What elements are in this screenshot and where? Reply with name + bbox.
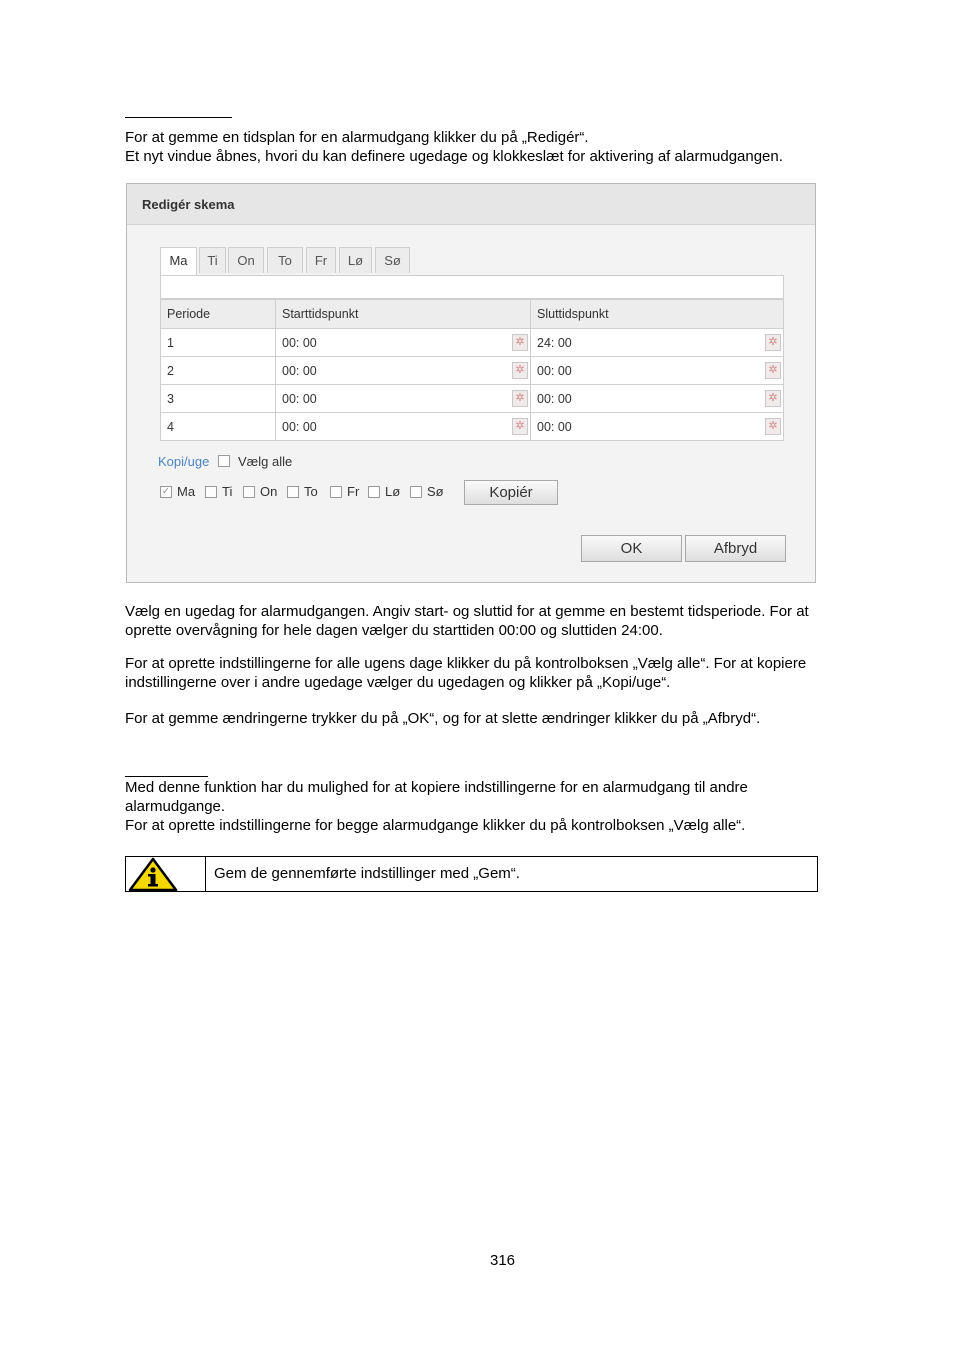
- table-row: [161, 413, 784, 441]
- paragraph-4-line-1: Med denne funktion har du mulighed for at kopiere indstillingerne for en alarmudgang til andre: [125, 779, 748, 796]
- tab-ma[interactable]: Ma: [160, 247, 197, 275]
- edit-schedule-dialog: [126, 183, 816, 583]
- end-time-cell[interactable]: [531, 385, 784, 413]
- end-time-value: 00: 00: [537, 363, 572, 378]
- copy-day-fr-label: Fr: [347, 484, 360, 499]
- period-cell: 1: [161, 329, 276, 357]
- col-periode: Periode: [161, 300, 276, 329]
- copy-day-ti-label: Ti: [222, 484, 233, 499]
- section-rule-2: [125, 776, 208, 777]
- start-time-value: 00: 00: [282, 335, 317, 350]
- clock-picker-icon[interactable]: ✲: [765, 418, 781, 435]
- paragraph-4: [125, 778, 865, 835]
- copy-day-lo-checkbox[interactable]: [368, 486, 380, 498]
- copy-week-link[interactable]: Kopi/uge: [158, 454, 210, 469]
- copy-day-on-label: On: [260, 484, 278, 499]
- col-sluttidspunkt: Sluttidspunkt: [531, 300, 784, 329]
- copy-button[interactable]: Kopiér: [464, 480, 558, 505]
- period-cell: 4: [161, 413, 276, 441]
- copy-day-to-label: To: [304, 484, 318, 499]
- start-time-cell[interactable]: [276, 413, 531, 441]
- copy-day-so-label: Sø: [427, 484, 444, 499]
- tab-lo[interactable]: Lø: [339, 247, 372, 273]
- end-time-value: 00: 00: [537, 391, 572, 406]
- paragraph-1-line-1: Vælg en ugedag for alarmudgangen. Angiv start- og sluttid for at gemme en bestemt tidsperiode. For at: [125, 603, 809, 620]
- end-time-cell[interactable]: [531, 329, 784, 357]
- paragraph-1-line-2: oprette overvågning for hele dagen vælger du starttiden 00:00 og sluttiden 24:00.: [125, 622, 663, 639]
- paragraph-2-line-2: indstillingerne over i andre ugedage vælger du ugedagen og klikker på „Kopi/uge“.: [125, 674, 671, 691]
- end-time-value: 24: 00: [537, 335, 572, 350]
- start-time-cell[interactable]: [276, 357, 531, 385]
- copy-day-ti-checkbox[interactable]: [205, 486, 217, 498]
- paragraph-3: [125, 709, 865, 728]
- notice-text: Gem de gennemførte indstillinger med „Gem“.: [214, 865, 520, 882]
- notice-icon-cell: [126, 857, 206, 891]
- cancel-button[interactable]: Afbryd: [685, 535, 786, 562]
- start-time-cell[interactable]: [276, 385, 531, 413]
- copy-day-lo-label: Lø: [385, 484, 401, 499]
- schedule-table: [160, 299, 784, 441]
- table-header-row: [161, 300, 784, 329]
- start-time-value: 00: 00: [282, 363, 317, 378]
- copy-day-ma-checkbox[interactable]: ✓: [161, 486, 171, 497]
- start-time-value: 00: 00: [282, 419, 317, 434]
- copy-day-ma-label: Ma: [177, 484, 196, 499]
- period-cell: 3: [161, 385, 276, 413]
- paragraph-2: [125, 654, 865, 692]
- section-rule-1: [125, 117, 232, 118]
- end-time-value: 00: 00: [537, 419, 572, 434]
- table-row: [161, 357, 784, 385]
- start-time-value: 00: 00: [282, 391, 317, 406]
- table-row: [161, 385, 784, 413]
- clock-picker-icon[interactable]: ✲: [512, 418, 528, 435]
- dialog-title: Redigér skema: [142, 197, 235, 212]
- clock-picker-icon[interactable]: ✲: [512, 390, 528, 407]
- end-time-cell[interactable]: [531, 413, 784, 441]
- tab-to[interactable]: To: [267, 247, 303, 273]
- end-time-cell[interactable]: [531, 357, 784, 385]
- clock-picker-icon[interactable]: ✲: [765, 390, 781, 407]
- ok-button[interactable]: OK: [581, 535, 682, 562]
- start-time-cell[interactable]: [276, 329, 531, 357]
- clock-picker-icon[interactable]: ✲: [512, 362, 528, 379]
- intro-paragraph: [125, 128, 865, 166]
- tab-ti[interactable]: Ti: [199, 247, 226, 273]
- notice-box: [125, 856, 818, 892]
- tab-content-strip: [160, 275, 784, 299]
- tab-so[interactable]: Sø: [375, 247, 410, 273]
- select-all-label: Vælg alle: [238, 454, 293, 469]
- period-cell: 2: [161, 357, 276, 385]
- copy-day-on-checkbox[interactable]: [243, 486, 255, 498]
- warning-info-icon: [128, 857, 178, 891]
- table-row: [161, 329, 784, 357]
- paragraph-4-line-3: For at oprette indstillingerne for begge alarmudgange klikker du på kontrolboksen „Vælg alle“.: [125, 817, 746, 834]
- paragraph-1: [125, 602, 865, 640]
- dialog-header: [127, 184, 815, 225]
- copy-day-to-checkbox[interactable]: [287, 486, 299, 498]
- clock-picker-icon[interactable]: ✲: [512, 334, 528, 351]
- clock-picker-icon[interactable]: ✲: [765, 334, 781, 351]
- page-number: 316: [490, 1252, 516, 1269]
- tab-on[interactable]: On: [228, 247, 264, 273]
- copy-day-so-checkbox[interactable]: [410, 486, 422, 498]
- select-all-checkbox[interactable]: [218, 455, 230, 467]
- paragraph-4-line-2: alarmudgange.: [125, 798, 226, 815]
- intro-line-1: For at gemme en tidsplan for en alarmudgang klikker du på „Redigér“.: [125, 129, 589, 146]
- intro-line-2: Et nyt vindue åbnes, hvori du kan definere ugedage og klokkeslæt for aktivering af alarmudgangen.: [125, 148, 783, 165]
- paragraph-3-line-1: For at gemme ændringerne trykker du på „OK“, og for at slette ændringer klikker du på „Afbryd“.: [125, 710, 761, 727]
- copy-day-fr-checkbox[interactable]: [330, 486, 342, 498]
- paragraph-2-line-1: For at oprette indstillingerne for alle ugens dage klikker du på kontrolboksen „Vælg alle“. For at kopiere: [125, 655, 807, 672]
- tab-fr[interactable]: Fr: [306, 247, 336, 273]
- col-starttidspunkt: Starttidspunkt: [276, 300, 531, 329]
- clock-picker-icon[interactable]: ✲: [765, 362, 781, 379]
